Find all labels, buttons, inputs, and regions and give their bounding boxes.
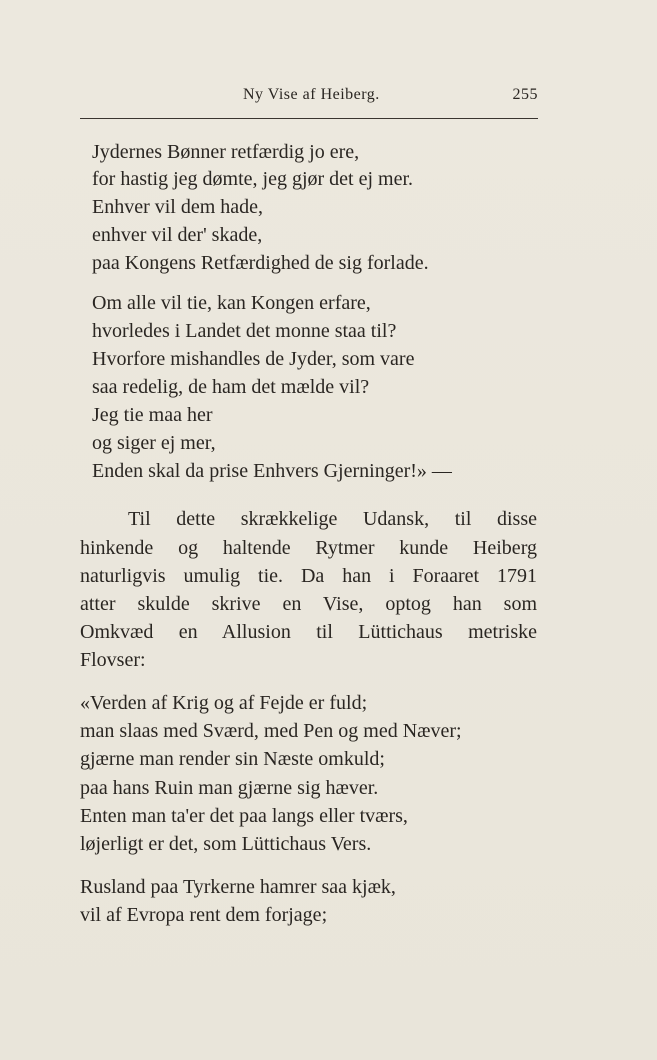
- prose-line: Til dette skrækkelige Udansk, til disse: [128, 508, 537, 530]
- header-rule: [80, 118, 538, 119]
- verse-line: «Verden af Krig og af Fejde er fuld;: [80, 692, 368, 714]
- verse-line: Om alle vil tie, kan Kongen erfare,: [92, 292, 371, 314]
- verse-line: Enten man ta'er det paa langs eller tværs,: [80, 805, 408, 827]
- verse-line: hvorledes i Landet det monne staa til?: [92, 320, 397, 342]
- verse-line: gjærne man render sin Næste omkuld;: [80, 748, 385, 770]
- verse-line: man slaas med Sværd, med Pen og med Næver;: [80, 720, 462, 742]
- verse-line: og siger ej mer,: [92, 432, 216, 454]
- verse-line: paa Kongens Retfærdighed de sig forlade.: [92, 252, 429, 274]
- page-number: 255: [512, 86, 538, 103]
- verse-line: paa hans Ruin man gjærne sig hæver.: [80, 777, 379, 799]
- verse-line: Enden skal da prise Enhvers Gjerninger!» —: [92, 460, 452, 482]
- verse-line: Jeg tie maa her: [92, 404, 213, 426]
- verse-line: vil af Evropa rent dem forjage;: [80, 904, 328, 926]
- verse-line: løjerligt er det, som Lüttichaus Vers.: [80, 833, 372, 855]
- verse-line: enhver vil der' skade,: [92, 224, 263, 246]
- verse-line: Enhver vil dem hade,: [92, 196, 264, 218]
- prose-line: naturligvis umulig tie. Da han i Foraaret 1791: [80, 565, 537, 587]
- prose-line: Omkvæd en Allusion til Lüttichaus metriske: [80, 621, 537, 643]
- verse-line: saa redelig, de ham det mælde vil?: [92, 376, 370, 398]
- verse-line: Rusland paa Tyrkerne hamrer saa kjæk,: [80, 876, 396, 898]
- page-header: [80, 86, 538, 112]
- prose-line: hinkende og haltende Rytmer kunde Heiberg: [80, 537, 537, 559]
- running-title: Ny Vise af Heiberg.: [243, 86, 380, 103]
- prose-line: atter skulde skrive en Vise, optog han som: [80, 593, 537, 615]
- prose-line: Flovser:: [80, 649, 146, 671]
- verse-line: for hastig jeg dømte, jeg gjør det ej mer.: [92, 168, 414, 190]
- verse-line: Hvorfore mishandles de Jyder, som vare: [92, 348, 415, 370]
- verse-line: Jydernes Bønner retfærdig jo ere,: [92, 141, 360, 163]
